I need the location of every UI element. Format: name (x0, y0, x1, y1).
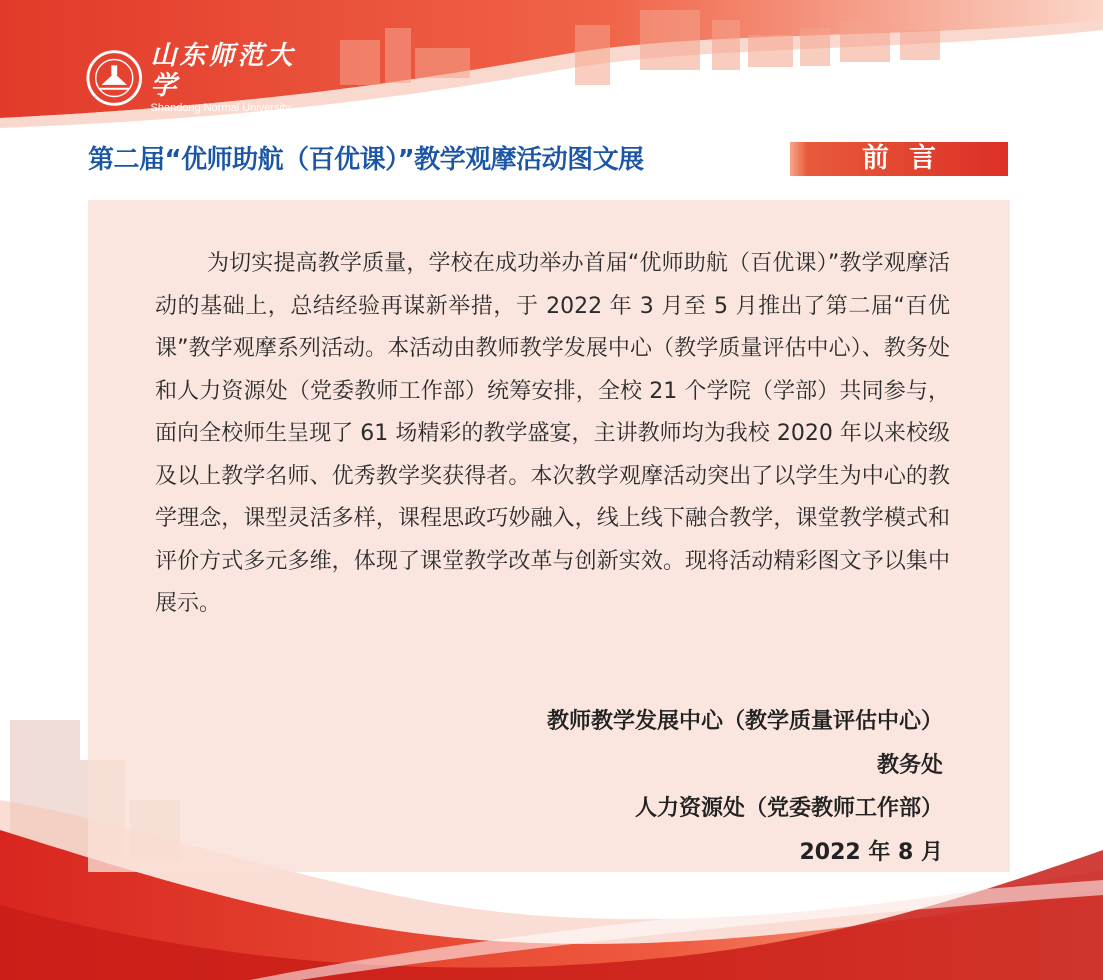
signature-org-1: 教师教学发展中心（教学质量评估中心） (546, 709, 943, 734)
signature-org-2: 教务处 (876, 752, 943, 778)
signature-block (547, 700, 943, 874)
preface-body (155, 243, 950, 626)
logo-chinese-name: 山东师范大学 (150, 41, 296, 101)
university-emblem-icon (86, 49, 143, 107)
signature-date: 2022 年 8 月 (799, 839, 943, 865)
university-logo (86, 41, 320, 114)
exhibition-title: 第二届“优师助航（百优课）”教学观摩活动图文展 (88, 145, 644, 175)
preface-paragraph: 为切实提高教学质量，学校在成功举办首届“优师助航（百优课）”教学观摩活动的基础上，总结经验再谋新举措，于 2022 年 3 月至 5 月推出了第二届“百优课”教学观摩系列活动。本活动由教师教学发展中心（教学质量评估中心）、教务处和人力资源处（党委教师工作部）统筹安排，全校 21 个学院（学部）共同参与，面向全校师生呈现了 61 场精彩的教学盛宴，主讲教师均为我校 2020 年以来校级及以上教学名师、优秀教学奖获得者。本次教学观摩活动突出了以学生为中心的教学理念，课型灵活多样，课程思政巧妙融入，线上线下融合教学，课堂教学模式和评价方式多元多维，体现了课堂教学改革与创新实效。现将活动精彩图文予以集中展示。 (155, 251, 950, 616)
logo-english-name: Shandong Normal University (150, 102, 291, 114)
signature-org-3: 人力资源处（党委教师工作部） (634, 796, 943, 821)
section-tag: 前言 (790, 142, 1008, 176)
